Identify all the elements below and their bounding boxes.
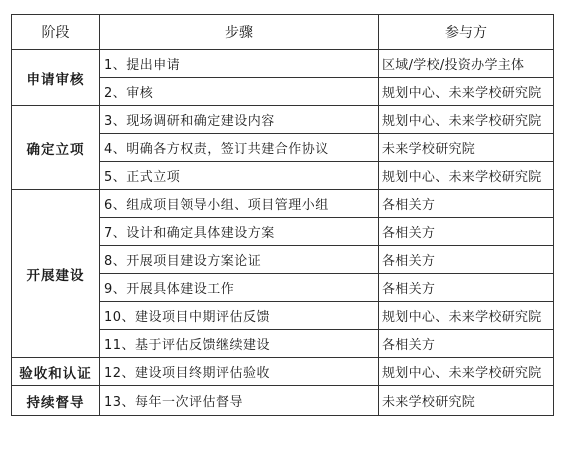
step-cell: 2、审核 xyxy=(100,78,379,106)
party-cell: 各相关方 xyxy=(379,274,554,302)
stage-cell: 开展建设 xyxy=(12,190,100,358)
stage-cell: 持续督导 xyxy=(12,386,100,416)
party-cell: 规划中心、未来学校研究院 xyxy=(379,358,554,386)
step-cell: 7、设计和确定具体建设方案 xyxy=(100,218,379,246)
party-cell: 未来学校研究院 xyxy=(379,134,554,162)
step-cell: 5、正式立项 xyxy=(100,162,379,190)
step-cell: 13、每年一次评估督导 xyxy=(100,386,379,416)
header-stage: 阶段 xyxy=(12,15,100,50)
table-row xyxy=(12,190,554,218)
party-cell: 未来学校研究院 xyxy=(379,386,554,416)
party-cell: 规划中心、未来学校研究院 xyxy=(379,302,554,330)
party-cell: 各相关方 xyxy=(379,246,554,274)
party-cell: 各相关方 xyxy=(379,218,554,246)
header-step: 步骤 xyxy=(100,15,379,50)
step-cell: 12、建设项目终期评估验收 xyxy=(100,358,379,386)
process-table xyxy=(11,14,554,416)
header-row xyxy=(12,15,554,50)
stage-cell: 确定立项 xyxy=(12,106,100,190)
header-party: 参与方 xyxy=(379,15,554,50)
step-cell: 11、基于评估反馈继续建设 xyxy=(100,330,379,358)
party-cell: 各相关方 xyxy=(379,190,554,218)
table-row xyxy=(12,50,554,78)
step-cell: 10、建设项目中期评估反馈 xyxy=(100,302,379,330)
step-cell: 4、明确各方权责，签订共建合作协议 xyxy=(100,134,379,162)
party-cell: 规划中心、未来学校研究院 xyxy=(379,78,554,106)
stage-cell: 申请审核 xyxy=(12,50,100,106)
party-cell: 各相关方 xyxy=(379,330,554,358)
party-cell: 规划中心、未来学校研究院 xyxy=(379,162,554,190)
step-cell: 9、开展具体建设工作 xyxy=(100,274,379,302)
party-cell: 规划中心、未来学校研究院 xyxy=(379,106,554,134)
party-cell: 区域/学校/投资办学主体 xyxy=(379,50,554,78)
table-row xyxy=(12,358,554,386)
step-cell: 1、提出申请 xyxy=(100,50,379,78)
step-cell: 6、组成项目领导小组、项目管理小组 xyxy=(100,190,379,218)
stage-cell: 验收和认证 xyxy=(12,358,100,386)
step-cell: 3、现场调研和确定建设内容 xyxy=(100,106,379,134)
step-cell: 8、开展项目建设方案论证 xyxy=(100,246,379,274)
table-row xyxy=(12,386,554,416)
table-row xyxy=(12,106,554,134)
